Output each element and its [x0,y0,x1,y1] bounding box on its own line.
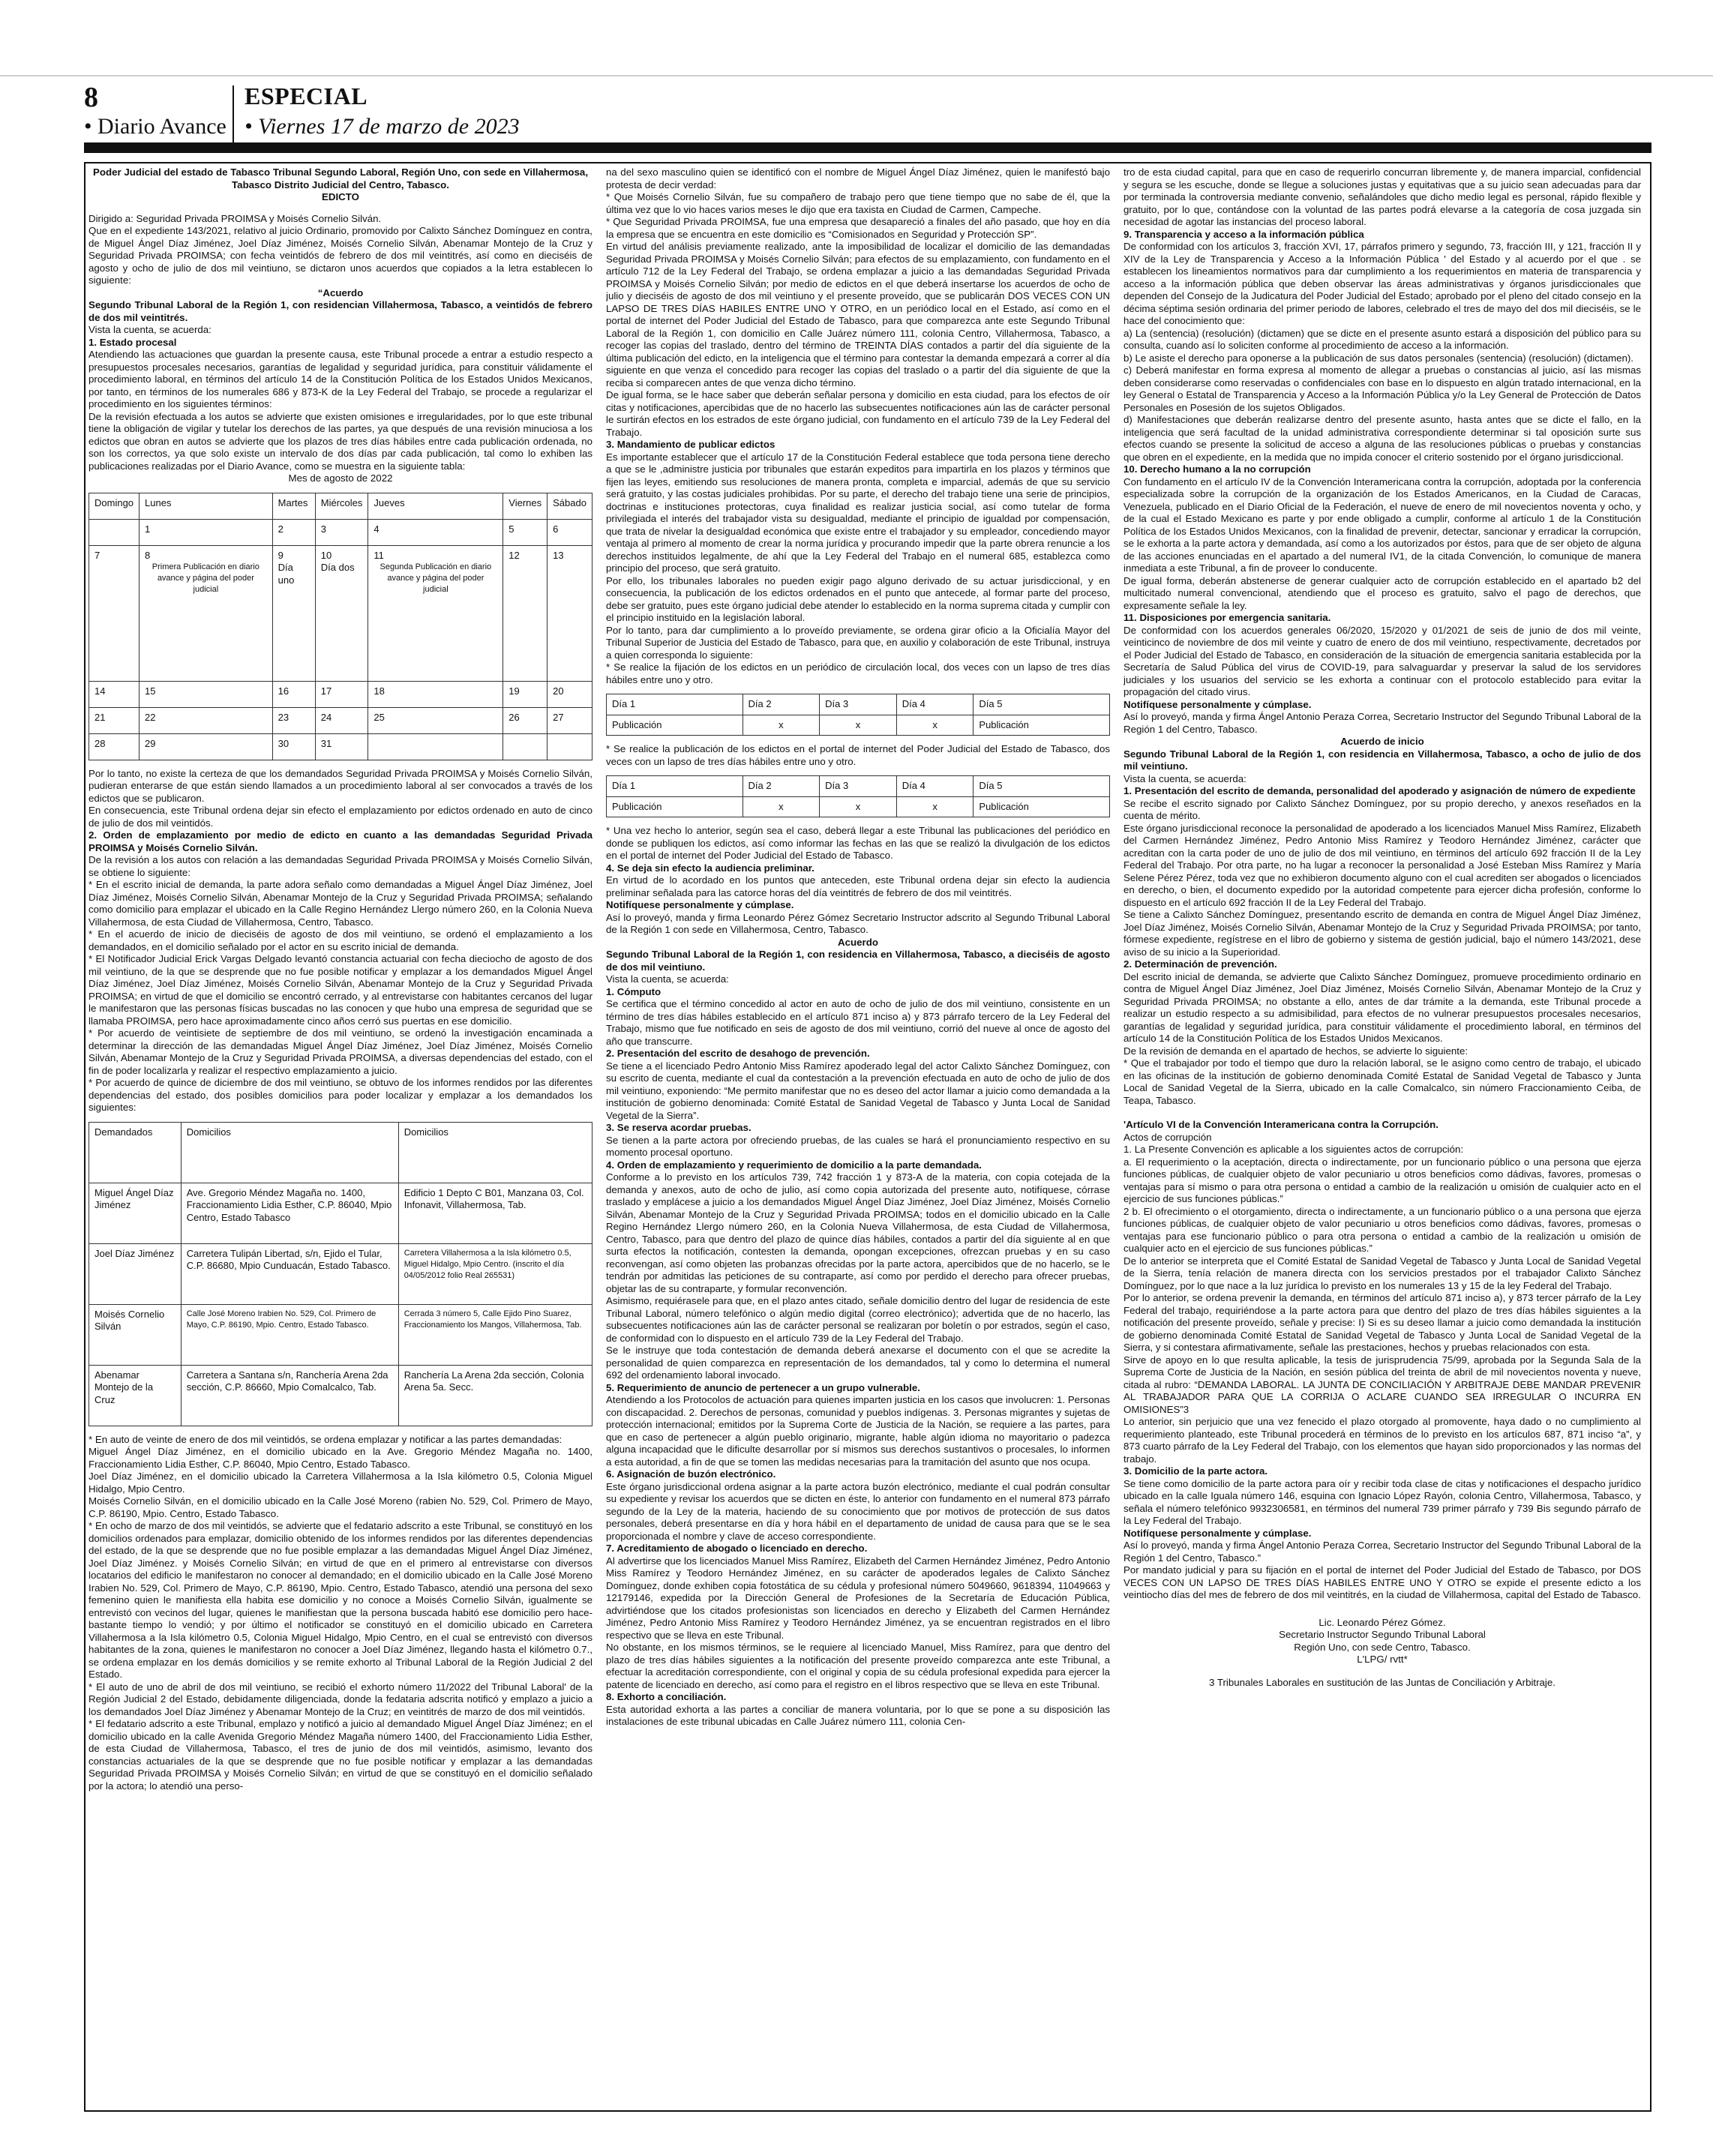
calendar-cell [548,733,592,760]
paragraph: De igual forma, se le hace saber que deberán señalar persona y domicilio en esta ciudad, para los efectos de oír citas y notificaciones, apercibidas que de no hacerlo las subsecuentes notificaciones aún las de carácter personal le surtirán efectos en los estrados de este órgano judicial, con fundamento en el artículo 739 de la Ley Federal del Trabajo. [606,389,1110,438]
signature-title: Secretario Instructor Segundo Tribunal Laboral [1279,1629,1486,1640]
paragraph: 1. La Presente Convención es aplicable a los siguientes actos de corrupción: [1124,1144,1464,1155]
paragraph: Lo anterior, sin perjuicio que una vez fenecido el plazo otorgado al promovente, haya dado o no cumplimiento al requerimiento planteado, este Tribunal procederá en términos de lo previsto en los artículos 687, 871 inciso “a”, y 873 cuarto párrafo de la Ley Federal del Trabajo, con los elementos que hayan sido proporcionados y las normas del trabajo. [1124,1416,1641,1465]
paragraph: 5. Requerimiento de anuncio de pertenecer a un grupo vulnerable. [606,1381,920,1393]
paragraph: * Una vez hecho lo anterior, según sea el caso, deberá llegar a este Tribunal las publicaciones del periódico en donde se publiquen los edictos, así como informar las fechas en las que se realizó la divulgación de los edictos en el portal de internet del Poder Judicial del Estado de Tabasco. [606,825,1110,861]
table-row: Abenamar Montejo de la Cruz Carretera a Santana s/n, Ranchería Arena 2da sección, C.P. 86660, Mpio Comalcalco, Tab. Ranchería La Arena 2da sección, Colonia Arena 5a. Secc. [89,1365,592,1426]
paragraph: 6. Asignación de buzón electrónico. [606,1468,776,1480]
paragraph: * Se realice la publicación de los edictos en el portal de internet del Poder Judicial del Estado de Tabasco, dos veces con un lapso de tres días hábiles entre uno y otro. [606,743,1110,767]
table-row: Publicación x x x Publicación [607,715,1110,736]
calendar-cell: 7 [89,545,140,681]
paragraph: 9. Transparencia y acceso a la información pública [1124,228,1364,240]
table-header: Domicilios [181,1122,398,1183]
calendar-cell: 19 [503,681,548,707]
calendar-cell: 18 [368,681,503,707]
paragraph: Notifíquese personalmente y cúmplase. [606,899,794,910]
paragraph: De la revisión a los autos con relación a las demandadas Seguridad Privada PROIMSA y Moisés Cornelio Silván, se obtiene lo siguiente: [88,854,592,878]
table-header: Demandados [89,1122,182,1183]
paragraph: Del escrito inicial de demanda, se advierte que Calixto Sánchez Domínguez, promueve procedimiento ordinario en contra de Miguel Ángel Díaz Jiménez, Joel Díaz Jiménez, Moisés Cornelio Silván, Abenamar Montejo de la Cruz y Seguridad Privada PROIMSA; no obstante a ello, antes de dar trámite a la demanda, este Tribunal procede a realizar un estudio respecto a su admisibilidad, para efectos de no vulnerar presupuestos procesales necesarios, garantías de legalidad y seguridad jurídica, para constituir válidamente el procedimiento laboral, en términos del artículo 14 de la Constitución Política de los Estados Unidos Mexicanos. [1124,970,1641,1044]
calendar-cell: 3 [315,519,368,545]
column-2 [606,166,1110,2109]
paragraph: 1. Presentación del escrito de demanda, personalidad del apoderado y asignación de número de expediente [1124,785,1636,796]
calendar-day-header: Martes [272,493,315,519]
calendar-cell: 31 [315,733,368,760]
paragraph: De lo anterior se interpreta que el Comité Estatal de Sanidad Vegetal de Tabasco y Junta Local de Sanidad Vegetal de la Sierra, tenía relación de manera directa con los servicios prestados por el trabajador Calixto Sánchez Domínguez, por lo que nace a la luz jurídica lo previsto en los numerales 13 y 15 de la ley Federal del Trabajo. [1124,1255,1641,1291]
paragraph: Atendiendo a los Protocolos de actuación para quienes imparten justicia en los casos que involucren: 1. Personas con discapacidad. 2. Derechos de personas, comunidad y pueblos indígenas. 3. Personas migrantes y sujetas de protección internacional; emitidos por la Suprema Corte de Justicia de la Nación, se requiere a las partes, para que en caso de pertenecer a algún pueblo originario, migrante, hable algún idioma no mayoritario o padezca alguna incapacidad que le dificulte desarrollar por sí mismos sus derechos sustantivos o procesales, lo informen a esta autoridad, a fin de que se tomen las medidas necesarias para la tramitación del asunto que nos ocupa. [606,1394,1110,1468]
calendar-cell: 13 [548,545,592,681]
table-header: Día 3 [820,694,897,715]
brand-name: • Diario Avance [84,114,226,139]
calendar-cell: 6 [548,519,592,545]
table-row: Miguel Ángel Díaz Jiménez Ave. Gregorio Méndez Magaña no. 1400, Fraccionamiento Lidia Esther, C.P. 86040, Mpio Centro, Estado Tabasco Edificio 1 Depto C B01, Manzana 03, Col. Infonavit, Villahermosa, Tab. [89,1183,592,1243]
paragraph: na del sexo masculino quien se identificó con el nombre de Miguel Ángel Díaz Jiménez, quien le manifestó bajo protesta de decir verdad: [606,166,1110,190]
paragraph: a) La (sentencia) (resolución) (dictamen) que se dicte en el presente asunto estará a disposición del público para su consulta, cuando así lo soliciten conforme al procedimiento de acceso a la información. [1124,327,1641,351]
paragraph: * El fedatario adscrito a este Tribunal, emplazo y notificó a juicio al demandado Miguel Ángel Díaz Jiménez; en el domicilio ubicado en la calle Avenida Gregorio Méndez Magaña número 1400, del Fraccionamiento Lidia Esther, de esta Ciudad de Villahermosa, Tabasco, el tres de junio de dos mil veintidós, asimismo, levanto dos constancias actuariales de la que se desprende que no fue posible notificar y emplazar a las demandadas Seguridad Privada PROIMSA y Moisés Cornelio Silván; en virtud de que se constituyó en el domicilio señalado por la actora; lo atendió una perso- [88,1718,592,1792]
paragraph: b) Le asiste el derecho para oponerse a la publicación de sus datos personales (sentencia) (resolución) (dictamen). [1124,352,1634,364]
calendar-note: Día uno [278,562,295,586]
calendar-cell: 16 [272,681,315,707]
paragraph: Se tienen a la parte actora por ofreciendo pruebas, de las cuales se hará el pronunciamiento respectivo en su momento procesal oportuno. [606,1134,1110,1158]
paragraph: Así lo proveyó, manda y firma Ángel Antonio Peraza Correa, Secretario Instructor del Segundo Tribunal Laboral de la Región 1 del Centro, Tabasco.” [1124,1540,1641,1564]
paragraph: No obstante, en los mismos términos, se le requiere al licenciado Manuel, Miss Ramírez, para que dentro del plazo de tres días hábiles siguientes a la notificación del presente proveído comparezca ante este Tribunal, a efectuar la acreditación correspondiente, con el original y copia de su cédula profesional expedida para ejercer la patente de licenciado en derecho, así como para el registro en el libros respectivo que se lleva en este Tribunal. [606,1642,1110,1690]
calendar-cell: 5 [503,519,548,545]
column-3 [1124,166,1641,2109]
table-header: Día 4 [896,776,974,797]
publication-table [606,775,1110,817]
paragraph: 'Artículo VI de la Convención Interamericana contra la Corrupción. [1124,1119,1438,1130]
paragraph: Por lo tanto, para dar cumplimiento a lo proveído previamente, se ordena girar oficio a la Oficialía Mayor del Tribunal Superior de Justicia del Estado de Tabasco, para que, en auxilio y colaboración de este Tribunal, instruya a quien corresponda lo siguiente: [606,624,1110,661]
paragraph: Segundo Tribunal Laboral de la Región 1, con residencian Villahermosa, Tabasco, a veintidós de febrero de dos mil veintitrés. [88,299,592,323]
paragraph: * En el escrito inicial de demanda, la parte adora señalo como demandadas a Miguel Ángel Díaz Jiménez, Joel Díaz Jiménez, Moisés Cornelio Silván, Abenamar Montejo de la Cruz y Seguridad Privada PROIMSA; señalando como domicilio para emplazar el ubicado en la Calle Regino Hernández Llergo número 260, en la Colonia Nueva Villahermosa, de esta Ciudad de Villahermosa, Centro, Tabasco. [88,879,592,928]
calendar-cell: 23 [272,707,315,733]
table-header: Día 1 [607,776,743,797]
paragraph: Acuerdo [838,936,878,948]
calendar-cell: 8 Primera Publicación en diario avance y página del poder judicial [140,545,273,681]
paragraph: Vista la cuenta, se acuerda: [88,324,212,335]
paragraph: Joel Díaz Jiménez, en el domicilio ubicado la Carretera Villahermosa a la Isla kilómetro 0.5, Colonia Miguel Hidalgo, Mpio Centro. [88,1471,592,1495]
signature-name: Lic. Leonardo Pérez Gómez. [1318,1616,1446,1628]
publication-table [606,694,1110,736]
table-header: Día 1 [607,694,743,715]
paragraph: Se certifica que el término concedido al actor en auto de ocho de julio de dos mil veintiuno, consistente en un término de tres días hábiles establecido en el artículo 871 inciso a) y 873 párrafo tercero de la Ley Federal del Trabajo, mismo que fue notificado en seis de agosto de dos mil veintiuno, corrió del nueve al once de agosto del año que transcurre. [606,998,1110,1047]
paragraph: De conformidad con los artículos 3, fracción XVI, 17, párrafos primero y segundo, 73, fracción III, y 121, fracción II y XIV de la Ley de Transparencia y Acceso a la Información Pública ' del Estado y al acuerdo por el que . se establecen los lineamientos normativos para dar cumplimiento a los requerimientos en materia de transparencia y acceso a la información pública que deben observar las áreas administrativas y órganos jurisdiccionales que dependen del Consejo de la Judicatura del Poder Judicial del Estado; aprobado por el pleno del citado consejo en la décima séptima sesión ordinaria del primer periodo de labores, celebrado el tres de mayo del dos mil dieciséis, se le hace del conocimiento que: [1124,241,1641,326]
calendar-note: Segunda Publicación en diario avance y página del poder judicial [380,562,492,594]
paragraph: * Que Moisés Cornelio Silván, fue su compañero de trabajo pero que tiene tiempo que no sabe de él, que la última vez que lo vio haces varios meses le dijo que era taxista en Ciudad de Carmen, Campeche. [606,191,1110,215]
paragraph: Atendiendo las actuaciones que guardan la presente causa, este Tribunal procede a entrar a estudio respecto a presupuestos procesales necesarios, garantías de legalidad y seguridad jurídica, para constituir válidamente el procedimiento laboral, en términos del artículo 14 de la Constitución Política de los Estados Unidos Mexicanos, por tanto, en términos de los numerales 686 y 873-K de la Ley Federal del Trabajo, se procede a regularizar el procedimiento en los siguientes términos: [88,349,592,409]
paragraph: Por lo anterior, se ordena prevenir la demanda, en términos del artículo 871 inciso a), y 873 tercer párrafo de la Ley Federal del trabajo, requiriéndose a la parte actora para que dentro del plazo de tres días hábiles siguientes a la notificación del presente proveído, señale y precise: I) Si es su deseo llamar a juicio como demandada la institución de gobierno denominada Comité Estatal de Sanidad Vegetal de Tabasco y Junta Local de Sanidad Vegetal de la Sierra, y si contestara afirmativamente, señale las prestaciones, hechos y pruebas relacionados con esta. [1124,1292,1641,1353]
signature-initials: L'LPG/ rvtt* [1357,1654,1408,1665]
paragraph: Moisés Cornelio Silván, en el domicilio ubicado en la Calle José Moreno (rabien No. 529, Col. Primero de Mayo, C.P. 86190, Mpio. Centro, Estado Tabasco. [88,1495,592,1519]
footnote: 3 Tribunales Laborales en sustitución de las Juntas de Conciliación y Arbitraje. [1209,1676,1556,1688]
calendar-cell: 17 [315,681,368,707]
paragraph: 4. Se deja sin efecto la audiencia preliminar. [606,862,814,874]
paragraph: c) Deberá manifestar en forma expresa al momento de allegar a pruebas o constancias al juicio, así las mismas deben considerarse como reservadas o confidenciales con base en lo dispuesto en algún tratado internacional, en la ley General o Estatal de Transparencia y Acceso a la Información Pública y/o la Ley General de Protección de Datos Personales en Posesión de los sujetos Obligados. [1124,364,1641,413]
paragraph: Notifíquese personalmente y cúmplase. [1124,1527,1312,1539]
paragraph: Se tiene como domicilio de la parte actora para oír y recibir toda clase de citas y notificaciones el despacho jurídico ubicado en la calle Iguala número 146, esquina con Ignacio López Rayón, colonia Centro, Villahermosa, Tabasco, y señala el número telefónico 9932306581, en términos del numeral 739 primer párrafo y 739 Bis segundo párrafo de la Ley Federal del Trabajo. [1124,1477,1641,1526]
header-divider [232,85,234,142]
paragraph: 4. Orden de emplazamiento y requerimiento de domicilio a la parte demandada. [606,1159,982,1171]
paragraph: Acuerdo de inicio [1340,736,1424,747]
paragraph: * En auto de veinte de enero de dos mil veintidós, se ordena emplazar y notificar a las partes demandadas: [88,1433,562,1445]
calendar-day-header: Miércoles [315,493,368,519]
paragraph: Asimismo, requiérasele para que, en el plazo antes citado, señale domicilio dentro del lugar de residencia de este Tribunal Laboral, número telefónico o algún medio digital (correo electrónico); advertida que de no hacerlo, las subsecuentes notificaciones aún las de carácter personal se realizaran por boletín o por estrados, según el caso, de conformidad con lo dispuesto en el artículo 739 de la Ley Federal del Trabajo. [606,1295,1110,1344]
paragraph: * El auto de uno de abril de dos mil veintiuno, se recibió el exhorto número 11/2022 del Tribunal Laboral' de la Región Judicial 2 del Estado, debidamente diligenciada, donde la fedataria adscrita notificó y emplazo a juicio a los demandados Joel Díaz Jiménez y Abenamar Montejo de la Cruz; en veintitrés de marzo de dos mil veintidós. [88,1681,592,1717]
table-header: Domicilios [398,1122,592,1183]
paragraph: 2. Presentación del escrito de desahogo de prevención. [606,1048,870,1059]
paragraph: Por ello, los tribunales laborales no pueden exigir pago alguno derivado de su actuar jurisdiccional, y en consecuencia, la publicación de los edictos ordenados en el punto que antecede, al formar parte del proceso, debe ser gratuito, pues este órgano judicial debe atender lo establecido en la norma suprema citada y cumplir con el principio instituido en la legislación laboral. [606,574,1110,623]
calendar-cell: 24 [315,707,368,733]
calendar-day-header: Lunes [140,493,273,519]
paragraph: 2 b. El ofrecimiento o el otorgamiento, directa o indirectamente, a un funcionario público o a una persona que ejerza funciones públicas, de cualquier objeto de valor pecuniario u otros beneficios como dádivas, favores, promesas o ventajas para ese funcionario público o para otra persona o entidad a cambio de la realización u omisión de cualquier acto en el ejercicio de sus funciones públicas.” [1124,1205,1641,1254]
paragraph: 7. Acreditamiento de abogado o licenciado en derecho. [606,1543,868,1554]
paragraph: * Se realice la fijación de los edictos en un periódico de circulación local, dos veces con un lapso de tres días hábiles entre uno y otro. [606,661,1110,685]
publication-date: • Viernes 17 de marzo de 2023 [244,114,520,139]
calendar-cell: 15 [140,681,273,707]
calendar-note: Día dos [320,562,355,573]
paragraph: d) Manifestaciones que deberán realizarse dentro del presente asunto, hasta antes que se dicte el fallo, en la inteligencia que será facultad de la unidad administrativa correspondiente determinar si tal oposición surte sus efectos cuando se presente la solicitud de acceso a alguna de las resoluciones públicas o pruebas y constancias que obren en el expediente, en la medida que no impida conocer el criterio sostenido por el órgano jurisdiccional. [1124,414,1641,463]
edict-heading: Poder Judicial del estado de Tabasco Tribunal Segundo Laboral, Región Uno, con sede en Villahermosa, Tabasco Distrito Judicial del Centro, Tabasco. [92,166,589,190]
paragraph: “Acuerdo [317,286,364,298]
calendar-cell: 20 [548,681,592,707]
paragraph: * Por acuerdo de veintisiete de septiembre de dos mil veintiuno, se ordenó la investigación encaminada a determinar la dirección de las demandadas Miguel Ángel Díaz Jiménez, Joel Díaz Jiménez, Moisés Cornelio Silván, Abenamar Montejo de la Cruz y Seguridad Privada PROIMSA, a diversas dependencias del estado, con el fin de poder localizarla y realizar el respectivo emplazamiento a juicio. [88,1027,592,1076]
paragraph: Conforme a lo previsto en los artículos 739, 742 fracción 1 y 873-A de la materia, con copia cotejada de la demanda y anexos, auto de ocho de julio, así como copia autorizada del presente auto, notifíquese, córrase traslado y emplácese a juicio a los demandados Miguel Ángel Díaz Jiménez, Joel Díaz Jiménez, Moisés Cornelio Silván, Abenamar Montejo de la Cruz y Seguridad Privada PROIMSA; todos en el domicilio ubicado en la Calle Regino Hernández Llergo número 260, en la Colonia Nueva Villahermosa, de esta Ciudad de Villahermosa, Centro, Tabasco, para que dentro del plazo de quince días hábiles, contados a partir del día siguiente al en que surta efectos la notificación, contesten la demanda, opongan excepciones, ofrezcan pruebas y en su caso reconvengan, así como objeten las probanzas ofrecidas por la parte actora, apercibidos que de no hacerlo, se le tendrán por admitidas las peticiones de su contraparte, así como por perdido el derecho para ofrecer pruebas, objetar las de su contraparte, y formular reconvención. [606,1171,1110,1294]
calendar-cell: 9 Día uno [272,545,315,681]
paragraph: De igual forma, deberán abstenerse de generar cualquier acto de corrupción establecido en el apartado b2 del multicitado numeral convencional, atendiendo que el proceso es gratuito, salvo el pago de derechos, que expresamente señale la ley. [1124,574,1641,611]
top-rule [0,75,1713,76]
table-row: Joel Díaz Jiménez Carretera Tulipán Libertad, s/n, Ejido el Tular, C.P. 86680, Mpio Cunduacán, Estado Tabasco. Carretera Villahermosa a la Isla kilómetro 0.5, Miguel Hidalgo, Mpio Centro. (inscrito el día 04/05/2012 folio Real 265531) [89,1243,592,1304]
table-header: Día 2 [742,776,820,797]
signature-block [1124,1617,1641,1666]
calendar-cell: 22 [140,707,273,733]
table-row: Publicación x x x Publicación [607,796,1110,817]
paragraph: Así lo proveyó, manda y firma Leonardo Pérez Gómez Secretario Instructor adscrito al Segundo Tribunal Laboral de la Región 1 con sede en Villahermosa, Centro, Tabasco. [606,911,1110,935]
paragraph: Este órgano jurisdiccional ordena asignar a la parte actora buzón electrónico, mediante el cual podrán consultar su expediente y revisar los acuerdos que se dicten en éste, lo anterior con fundamento en el numeral 873 párrafo segundo de la Ley de la materia, haciendo de su conocimiento que por motivos de protección de sus datos personales, deberá presentarse en día y hora hábil en el departamento de unidad de causa para que se le sea proporcionada el nombre y clave de acceso correspondiente. [606,1480,1110,1542]
paragraph: Segundo Tribunal Laboral de la Región 1, con residencia en Villahermosa, Tabasco, a dieciséis de agosto de dos mil veintiuno. [606,949,1110,973]
calendar-cell [89,519,140,545]
paragraph: * Por acuerdo de quince de diciembre de dos mil veintiuno, se obtuvo de los informes rendidos por las diferentes dependencias del estado, dos posibles domicilios para poder localizar y emplazar a los demandados los siguientes: [88,1077,592,1113]
paragraph: Se tiene a Calixto Sánchez Domínguez, presentando escrito de demanda en contra de Miguel Ángel Díaz Jiménez, Joel Díaz Jiménez, Moisés Cornelio Silván, Abenamar Montejo de la Cruz y Seguridad Privada PROIMSA; por tanto, fórmese expediente, regístrese en el libro de gobierno y sistema de gestión judicial, bajo el número 143/2021, dese aviso de su inicio a la Superioridad. [1124,909,1641,958]
calendar-day-header: Sábado [548,493,592,519]
paragraph: Que en el expediente 143/2021, relativo al juicio Ordinario, promovido por Calixto Sánchez Domínguez en contra, de Miguel Ángel Díaz Jiménez, Joel Díaz Jiménez, Moisés Cornelio Silván, Abenamar Montejo de la Cruz y Seguridad Privada PROIMSA; con fecha veintidós de febrero de dos mil veintitrés, así como en dieciséis de agosto y ocho de julio de dos mil veintiuno, se dictaron unos acuerdos que copiados a la letra establecen lo siguiente: [88,225,592,286]
paragraph: 2. Determinación de prevención. [1124,958,1277,970]
calendar-day-header: Jueves [368,493,503,519]
calendar-day-header: Viernes [503,493,548,519]
domicile-table [88,1122,592,1426]
calendar-cell: 4 [368,519,503,545]
paragraph: * Que el trabajador por todo el tiempo que duro la relación laboral, se le asigno como centro de trabajo, el ubicado en las oficinas de la institución de gobierno denominada Comité Estatal de Sanidad Vegetal de Tabasco y Junta Local de Sanidad Vegetal de la Sierra, ubicado en la calle Comalcalco, sin número Fraccionamiento Ceiba, de Teapa, Tabasco. [1124,1057,1641,1106]
paragraph: Vista la cuenta, se acuerda: [606,973,729,985]
paragraph: 3. Domicilio de la parte actora. [1124,1465,1268,1477]
table-header: Día 5 [974,776,1110,797]
paragraph: 2. Orden de emplazamiento por medio de edicto en cuanto a las demandadas Seguridad Privada PROIMSA y Moisés Cornelio Silván. [88,829,592,853]
table-header: Día 5 [974,694,1110,715]
paragraph: Segundo Tribunal Laboral de la Región 1, con residencia en Villahermosa, Tabasco, a ocho de julio de dos mil veintiuno. [1124,748,1641,772]
section-title: ESPECIAL [244,82,368,109]
paragraph: 11. Disposiciones por emergencia sanitaria. [1124,612,1331,623]
paragraph: Esta autoridad exhorta a las partes a conciliar de manera voluntaria, por lo que se pone a su disposición las instalaciones de este tribunal ubicadas en Calle Juárez número 111, colonia Cen- [606,1703,1110,1727]
paragraph: Dirigido a: Seguridad Privada PROIMSA y Moisés Cornelio Silván. [88,212,382,224]
paragraph: * Que Seguridad Privada PROIMSA, fue una empresa que desapareció a finales del año pasado, que hoy en día la empresa que se encuentra en este domicilio es “Comisionados en Seguridad y Protección SP”. [606,216,1110,240]
signature-region: Región Uno, con sede Centro, Tabasco. [1294,1641,1471,1653]
paragraph: Miguel Ángel Díaz Jiménez, en el domicilio ubicado en la Ave. Gregorio Méndez Magaña no. 1400, Fraccionamiento Lidia Esther, C.P. 86040, Mpio Centro, Estado Tabasco. [88,1446,592,1470]
table-header: Día 3 [820,776,897,797]
calendar-cell: 26 [503,707,548,733]
paragraph: Se le instruye que toda contestación de demanda deberá anexarse el documento con el que se acredite la personalidad de quien comparezca en representación de los demandados, tal y como lo determina el numeral 692 del ordenamiento laboral invocado. [606,1345,1110,1381]
paragraph: En virtud del análisis previamente realizado, ante la imposibilidad de localizar el domicilio de las demandadas Seguridad Privada PROIMSA y Moisés Cornelio Silván; para efectos de su emplazamiento, con fundamento en el artículo 712 de la Ley Federal del Trabajo, se ordena emplazar a juicio a las demandadas Seguridad Privada PROIMSA y Moisés Cornelio Silván; por medio de edictos en el que deberá insertarse los acuerdos de ocho de julio y dieciséis de agosto de dos mil veintiuno y el presente proveído, que se publicarán DOS VECES CON UN LAPSO DE TRES DÍAS HABILES ENTRE UNO Y OTRO, en un periódico local en el Estado, así como en el portal de internet del Poder Judicial del Estado de Tabasco, para que comparezca ante este Segundo Tribunal Laboral de la Región 1, con domicilio en Calle Juárez número 111, colonia Centro, Villahermosa, Tabasco, a recoger las copias del traslado, dentro del término de TREINTA DÍAS contados a partir del día siguiente de la última publicación del edicto, en la inteligencia que el término para contestar la demanda empezará a correr al día siguiente en que venza el concedido para recoger las copias del traslado o a partir del día siguiente de que la reciba si comparecen antes de que venza dicho término. [606,241,1110,388]
calendar-day-header: Domingo [89,493,140,519]
calendar-cell: 10 Día dos [315,545,368,681]
paragraph: Al advertirse que los licenciados Manuel Miss Ramírez, Elizabeth del Carmen Hernández Jiménez, Pedro Antonio Miss Ramírez y Teodoro Hernández Jiménez, en su carácter de apoderados legales de Calixto Sánchez Domínguez, donde exhiben copia fotostática de su cédula y profesional número 5049660, 9618394, 11049663 y 12179146, expedida por la Dirección General de Profesiones de la Secretaría de Educación Pública, advirtiéndose que los citados profesionistas son licenciados en derecho y Elizabeth del Carmen Hernández Jiménez, Pedro Antonio Miss Ramírez y Teodoro Hernández Jiménez, ya se encuentran registrados en el libro respectivo que se lleva en este Tribunal. [606,1555,1110,1641]
paragraph: * En el acuerdo de inicio de dieciséis de agosto de dos mil veintiuno, se ordenó el emplazamiento a los demandados, en el domicilio señalado por el actor en su escrito inicial de demanda. [88,928,592,952]
calendar-cell: 2 [272,519,315,545]
paragraph: 1. Estado procesal [88,336,177,348]
calendar-table [88,493,592,760]
calendar-note: Primera Publicación en diario avance y página del poder judicial [152,562,260,594]
table-header: Día 2 [742,694,820,715]
paragraph: Así lo proveyó, manda y firma Ángel Antonio Peraza Correa, Secretario Instructor del Segundo Tribunal Laboral de la Región 1 del Centro, Tabasco. [1124,711,1641,735]
paragraph: a. El requerimiento o la aceptación, directa o indirectamente, por un funcionario público o una persona que ejerza funciones públicas, de cualquier objeto de valor pecuniario u otros beneficios como dádivas, favores, promesas o ventajas para sí mismo o para otra persona o entidad a cambio de la realización u omisión de cualquier acto en el ejercicio de sus funciones públicas.” [1124,1156,1641,1204]
paragraph: 10. Derecho humano a la no corrupción [1124,463,1311,475]
paragraph: tro de esta ciudad capital, para que en caso de requerirlo concurran libremente y, de manera imparcial, confidencial y segura se les escuche, donde se llegue a soluciones justas y equitativas que a su juicio sean adecuadas para dar por terminada la controversia mediante convenio, señalándoles que dicho medio legal es personal, rápido flexible y gratuito, por lo que, contándose con la voluntad de las partes podrá elevarse a la categoría de cosa juzgada sin necesidad de agotar las instancias del proceso laboral. [1124,166,1641,227]
table-header: Día 4 [896,694,974,715]
calendar-cell: 11 Segunda Publicación en diario avance y página del poder judicial [368,545,503,681]
paragraph: 3. Mandamiento de publicar edictos [606,439,776,450]
calendar-cell [503,733,548,760]
edict-title: EDICTO [322,191,359,202]
paragraph: Con fundamento en el artículo IV de la Convención Interamericana contra la corrupción, adoptada por la conferencia especializada sobre la corrupción de la organización de los Estados Americanos, en la Ciudad de Caracas, Venezuela, publicado en el Diario Oficial de la Federación, el nueve de enero de mil novecientos noventa y ocho, y de la cual el Estado Mexicano es parte y por ende obligado a cumplir, conforme al artículo 1 de la Constitución Política de los Estados Unidos Mexicanos, con la finalidad de prevenir, detectar, sancionar y erradicar la corrupción, se le exhorta a la parte actora y demandada, así como a los autorizados por éstos, para que de ser objeto de alguna de las acciones enunciadas en el apartado a del numeral IV1, de la citada Convención, lo comunique de manera inmediata a este Tribunal, a fin de proveer lo conducente. [1124,475,1641,574]
calendar-cell: 30 [272,733,315,760]
paragraph: Es importante establecer que el artículo 17 de la Constitución Federal establece que toda persona tiene derecho a que se le ,administre justicia por tribunales que estarán expeditos para impartirla en los plazos y términos que fijen las leyes, emitiendo sus resoluciones de manera pronta, completa e imparcial, además de que su servicio será gratuito, y las costas judiciales prohibidas. Por su parte, el derecho del trabajo tiene una serie de principios, doctrinas e instituciones protectoras, cuya finalidad es realizar justicia social, así como tutelar de forma privilegiada el interés del trabajador vista su desigualdad, mediante el principio de igualdad por compensación, que trata de nivelar la desigualdad económica que existe entre el trabajador y su empleador, concediendo mayor ventaja al primero al momento de crear la norma jurídica y procurando impedir que la parte obrera renuncie a los derechos instituidos legalmente, de ahí que la Ley Federal del Trabajo en el numeral 685, establezca como principio del proceso, que será gratuito. [606,451,1110,574]
paragraph: Sirve de apoyo en lo que resulta aplicable, la tesis de jurisprudencia 75/99, aprobada por la Segunda Sala de la Suprema Corte de Justicia de la Nación, en sesión pública del treinta de abril de mil novecientos noventa y nueve, citada al rubro: “DEMANDA LABORAL. LA JUNTA DE CONCILIACIÓN Y ARBITRAJE DEBE MANDAR PREVENIR AL TRABAJADOR PARA QUE LA CORRIJA O ACLARE CUANDO SEA IRREGULAR O INCURRA EN OMISIONES”3 [1124,1354,1641,1415]
calendar-cell: 29 [140,733,273,760]
paragraph: En consecuencia, este Tribunal ordena dejar sin efecto el emplazamiento por edictos ordenado en auto de cinco de julio de dos mil veintidós. [88,805,592,829]
paragraph: Notifíquese personalmente y cúmplase. [1124,698,1312,710]
table-row: Moisés Cornelio Silván Calle José Moreno Irabien No. 529, Col. Primero de Mayo, C.P. 86190, Mpio. Centro, Estado Tabasco. Cerrada 3 número 5, Calle Ejido Pino Suarez, Fraccionamiento los Mangos, Villahermosa, Tab. [89,1304,592,1365]
column-1 [88,166,592,2109]
paragraph: De la revisión de demanda en el apartado de hechos, se advierte lo siguiente: [1124,1045,1468,1057]
calendar-cell: 28 [89,733,140,760]
paragraph: * En ocho de marzo de dos mil veintidós, se advierte que el fedatario adscrito a este Tribunal, se constituyó en los domicilios ordenados para emplazar, domicilio obtenido de los informes rendidos por las diferentes dependencias del estado, de la que se desprende que no fue posible emplazar a las demandadas Miguel Ángel Díaz Jiménez, Joel Díaz Jiménez. y Moisés Cornelio Silván; en virtud de que en el primero al entrevistarse con diversos locatarios del edificio le manifestaron no conocer al demandado; en el domicilio ubicado en la Calle José Moreno Irabien No. 529, Col. Primero de Mayo, C.P. 86190, Mpio. Centro, Estado Tabasco, atendió una persona del sexo femenino quien le manifiesta ella habita ese domicilio y no conoce a Moisés Cornelio Silván, igualmente se entrevistó con vecinos del lugar, quienes le manifiestan que la persona buscada habitó ese domicilio pero hace- bastante tiempo lo vendió; y por último el notificador se constituyó en el domicilio ubicado en Carretera Villahermosa a la Isla kilómetro 0.5, Colonia Miguel Hidalgo, Mpio Centro, en el cual se entrevistó con diversos habitantes de la zona, quienes le manifestaron no conocer a Joel Díaz Jiménez, llegando hasta el kilómetro 0.7., se ordena emplazar en los demás domicilios y se remite exhorto al Tribunal Laboral de la Región Judicial 2 del Estado. [88,1520,592,1680]
page-number: 8 [84,82,98,113]
calendar-cell: 12 [503,545,548,681]
paragraph: Este órgano jurisdiccional reconoce la personalidad de apoderado a los licenciados Manuel Miss Ramírez, Elizabeth del Carmen Hernández Jiménez, Pedro Antonio Miss Ramírez y Teodoro Hernández Jiménez, carácter que acreditan con la carta poder de uno de julio de dos mil veintiuno, en términos del artículo 692 fracción II de la Ley Federal del Trabajo. Por otra parte, no ha lugar a reconocer la personalidad a José Esteban Miss Ramírez y María Selene Pérez Pérez, toda vez que no exhibieron documento alguno con el cual acrediten ser abogados o licenciados en derecho, o bien, el documento expedido por la autoridad competente para ejercer dicha profesión, conforme lo dispuesto en el artículo 692 fracción II de la Ley Federal del Trabajo. [1124,822,1641,908]
calendar-cell: 1 [140,519,273,545]
paragraph: De conformidad con los acuerdos generales 06/2020, 15/2020 y 01/2021 de seis de junio de dos mil veinte, veinticinco de noviembre de dos mil veinte y cuatro de enero de dos mil veintiuno, respectivamente, decretados por el Poder Judicial del Estado de Tabasco, en consideración de la situación de emergencia sanitaria establecida por la Secretaría de Salud Pública del virus de COVID-19, para salvaguardar y preservar la salud de los servidores judiciales y los usuarios del servicio se les exhorta a continuar con el protocolo establecido para evitar la propagación del citado virus. [1124,624,1641,697]
paragraph: * El Notificador Judicial Erick Vargas Delgado levantó constancia actuarial con fecha dieciocho de agosto de dos mil veintiuno, de la que se desprende que no fue posible notificar y emplazar a los demandados Miguel Ángel Díaz Jiménez, Joel Díaz Jiménez, Moisés Cornelio Silván, Abenamar Montejo de la Cruz y Seguridad Privada PROIMSA; en virtud de que el domicilio se encontró cerrado, y al entrevistarse con habitantes cercanos del lugar le manifestaron que las personas físicas buscadas no las conocen y que hubo una empresa de seguridad que se llamaba PROIMSA, pero hace aproximadamente cinco años cerró sus puertas en ese domicilio. [88,953,592,1027]
calendar-cell: 25 [368,707,503,733]
paragraph: De la revisión efectuada a los autos se advierte que existen omisiones e irregularidades, por lo que este tribunal tiene la obligación de vigilar y tutelar los derechos de las partes, ya que después de una revisión minuciosa a los edictos que obran en autos se advierte que los plazos de tres días hábiles entre cada publicación ordenada, no son los correctos, ya que solo existe un intervalo de dos días par cada publicación, tal como lo exhiben las publicaciones realizadas por el Diario Avance, como se muestra en la siguiente tabla: [88,410,592,472]
paragraph: Vista la cuenta, se acuerda: [1124,772,1246,784]
paragraph: Actos de corrupción [1124,1131,1212,1143]
calendar-cell: 14 [89,681,140,707]
paragraph: 8. Exhorto a conciliación. [606,1691,727,1702]
paragraph: En virtud de lo acordado en los puntos que anteceden, este Tribunal ordena dejar sin efecto la audiencia preliminar señalada para las catorce horas del día veintitrés de febrero de dos mil veintitrés. [606,874,1110,898]
calendar-cell: 27 [548,707,592,733]
calendar-title: Mes de agosto de 2022 [288,472,393,484]
paragraph: Por lo tanto, no existe la certeza de que los demandados Seguridad Privada PROIMSA y Moisés Cornelio Silván, pudieran enterarse de que están siendo llamados a un procedimiento laboral al ser convocados a través de los edictos que se publicaron. [88,767,592,804]
page-header [84,81,1652,148]
paragraph: Se recibe el escrito signado por Calixto Sánchez Domínguez, por su propio derecho, y anexos reseñados en la cuenta de mérito. [1124,797,1641,821]
header-bar [84,142,1652,153]
paragraph: Por mandato judicial y para su fijación en el portal de internet del Poder Judicial del Estado de Tabasco, por DOS VECES CON UN LAPSO DE TRES DÍAS HABILES ENTRE UNO Y OTRO se expide el presente edicto a los veintiocho días del mes de febrero de dos mil veintitrés, en la ciudad de Villahermosa, capital del Estado de Tabasco. [1124,1564,1641,1600]
paragraph: Se tiene a el licenciado Pedro Antonio Miss Ramírez apoderado legal del actor Calixto Sánchez Domínguez, con su escrito de cuenta, mediante el cual da contestación a la prevención efectuada en auto de ocho de julio de dos mil veintiuno, exponiendo: “Me permito manifestar que no es deseo del actor llamar a juicio como demandada a la institución de gobierno denominada: Comité Estatal de Sanidad Vegetal de Tabasco y Junta Local de Sanidad Vegetal de la Sierra”. [606,1060,1110,1121]
paragraph: 1. Cómputo [606,985,662,997]
calendar-cell: 21 [89,707,140,733]
calendar-cell [368,733,503,760]
paragraph: 3. Se reserva acordar pruebas. [606,1122,752,1133]
